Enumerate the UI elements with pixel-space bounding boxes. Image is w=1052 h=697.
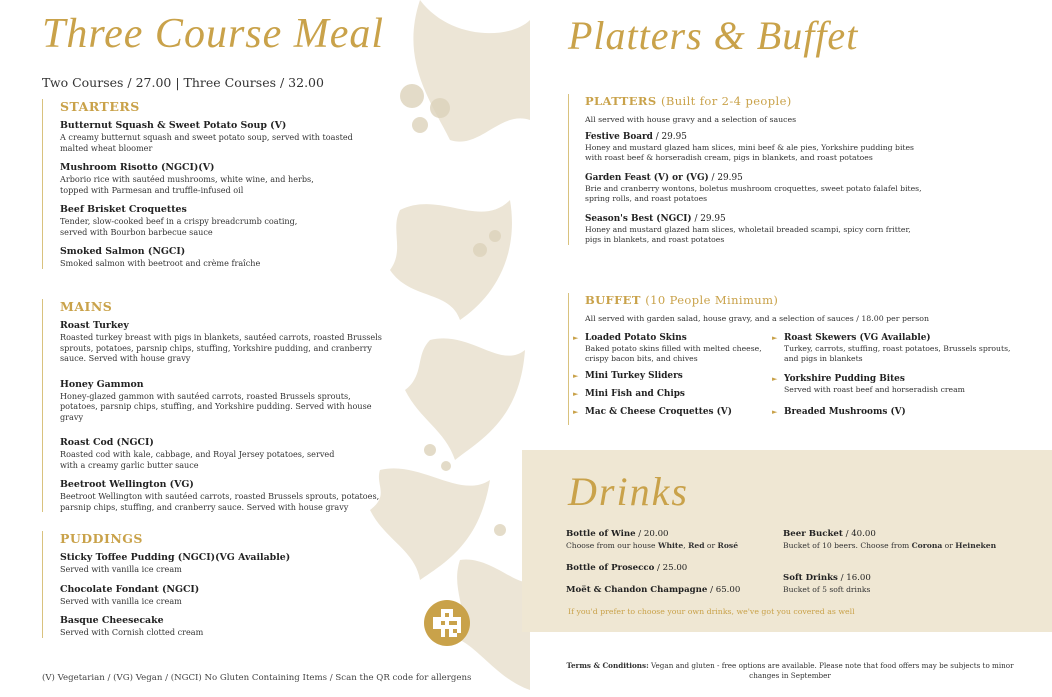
platter-description: Honey and mustard glazed ham slices, mini beef & ale pies, Yorkshire pudding bites with roast beef & horseradish cream, pigs in blankets, and roast potatoes xyxy=(585,143,914,162)
menu-item xyxy=(60,320,420,364)
buffet-item-name: Mini Turkey Sliders xyxy=(585,371,683,381)
puddings-section xyxy=(42,531,420,638)
item-description: Roasted cod with kale, cabbage, and Royal Jersey potatoes, served with a creamy garlic butter sauce xyxy=(60,449,335,470)
buffet-heading-text: BUFFET xyxy=(585,293,641,307)
puddings-heading: PUDDINGS xyxy=(60,531,143,546)
buffet-column-2 xyxy=(772,333,1022,425)
buffet-item xyxy=(772,374,1022,395)
drink-title: Beer Bucket xyxy=(783,529,843,539)
buffet-note: All served with garden salad, house gravy, and a selection of sauces / 18.00 per person xyxy=(585,314,929,323)
item-name: Sticky Toffee Pudding (NGCI)(VG Available) xyxy=(60,552,291,563)
buffet-item-name: Mac & Cheese Croquettes (V) xyxy=(585,407,732,417)
mains-section xyxy=(42,299,420,512)
item-name: Smoked Salmon (NGCI) xyxy=(60,246,186,257)
drink-soft xyxy=(783,573,871,594)
drinks-note: If you'd prefer to choose your own drinks, we've got you covered as well xyxy=(568,607,855,616)
menu-item xyxy=(60,437,420,470)
arrow-bullet-icon: ► xyxy=(573,408,579,416)
arrow-bullet-icon: ► xyxy=(772,375,778,383)
drink-desc-text: , xyxy=(683,541,689,550)
buffet-item-description: Turkey, carrots, stuffing, roast potatoes, Brussels sprouts, and pigs in blankets xyxy=(784,344,1011,363)
item-name: Chocolate Fondant (NGCI) xyxy=(60,583,200,595)
item-description: Tender, slow-cooked beef in a crispy breadcrumb coating, served with Bourbon barbecue sauce xyxy=(60,216,298,237)
item-name: Basque Cheesecake xyxy=(60,615,164,626)
item-description: A creamy butternut squash and sweet potato soup, served with toasted malted wheat bloomer xyxy=(60,132,353,153)
buffet-item xyxy=(573,333,773,364)
platter-item xyxy=(585,214,1045,245)
drink-beer xyxy=(783,529,996,550)
starters-heading: STARTERS xyxy=(60,99,140,114)
menu-item xyxy=(60,204,420,237)
platters-subheading: (Built for 2-4 people) xyxy=(660,94,792,108)
item-description: Roasted turkey breast with pigs in blankets, sautéed carrots, roasted Brussels sprouts, potatoes, parsnip chips, stuffing, Yorkshire pudding, and cranberry sauce. Served with house gravy xyxy=(60,332,382,363)
drink-price: / 40.00 xyxy=(842,529,876,539)
drink-name xyxy=(566,529,738,539)
drink-price: / 65.00 xyxy=(707,585,741,595)
platter-name xyxy=(585,132,1045,143)
buffet-item-name: Mini Fish and Chips xyxy=(585,389,685,399)
drink-desc-text: Choose from our house xyxy=(566,541,658,550)
drink-title: Moët & Chandon Champagne xyxy=(566,585,708,595)
buffet-item-name: Yorkshire Pudding Bites xyxy=(784,374,905,384)
platter-name xyxy=(585,173,1045,184)
drink-title: Bottle of Wine xyxy=(566,529,636,539)
buffet-item-description: Baked potato skins filled with melted cheese, crispy bacon bits, and chives xyxy=(585,344,762,363)
mains-heading: MAINS xyxy=(60,299,113,314)
legend-footer: (V) Vegetarian / (VG) Vegan / (NGCI) No Gluten Containing Items / Scan the QR code for allergens xyxy=(42,673,472,683)
drink-title: Soft Drinks xyxy=(783,573,838,583)
menu-item xyxy=(60,162,420,195)
platter-price: / 29.95 xyxy=(691,214,726,224)
arrow-bullet-icon: ► xyxy=(573,390,579,398)
platter-description: Honey and mustard glazed ham slices, wholetail breaded scampi, spicy corn fritter, pigs in blankets, and roast potatoes xyxy=(585,225,911,244)
drink-name xyxy=(566,563,687,573)
platters-heading xyxy=(585,94,1045,108)
platter-title: Festive Board xyxy=(585,132,653,142)
arrow-bullet-icon: ► xyxy=(772,334,778,342)
item-name: Roast Cod (NGCI) xyxy=(60,437,154,448)
platter-title: Season's Best (NGCI) xyxy=(585,214,692,224)
terms-text: Vegan and gluten - free options are available. Please note that food offers may be subjects to minor changes in September xyxy=(648,661,1014,680)
menu-item xyxy=(60,552,420,575)
drink-price: / 20.00 xyxy=(635,529,669,539)
item-name: Mushroom Risotto (NGCI)(V) xyxy=(60,162,215,173)
arrow-bullet-icon: ► xyxy=(573,334,579,342)
item-description: Served with Cornish clotted cream xyxy=(60,627,204,637)
menu-item xyxy=(60,120,420,153)
drink-title: Bottle of Prosecco xyxy=(566,563,655,573)
drink-desc-text: or xyxy=(704,541,718,550)
terms-label: Terms & Conditions: xyxy=(566,661,649,670)
buffet-item-name: Loaded Potato Skins xyxy=(585,333,687,343)
drink-description xyxy=(566,541,738,550)
buffet-item xyxy=(772,407,1022,418)
menu-item xyxy=(60,479,420,512)
allergen-qr-code[interactable] xyxy=(424,600,470,646)
buffet-item-description: Served with roast beef and horseradish cream xyxy=(784,385,965,394)
platter-item xyxy=(585,132,1045,163)
buffet-item xyxy=(772,333,1022,364)
item-name: Beetroot Wellington (VG) xyxy=(60,479,194,490)
menu-item xyxy=(60,615,420,638)
drink-wine xyxy=(566,529,738,550)
course-prices: Two Courses / 27.00 | Three Courses / 32.00 xyxy=(42,75,324,90)
buffet-subheading: (10 People Minimum) xyxy=(645,293,779,307)
platter-item xyxy=(585,173,1045,204)
platters-heading-text: PLATTERS xyxy=(585,94,657,108)
drink-name xyxy=(566,585,740,595)
item-description: Served with vanilla ice cream xyxy=(60,595,182,606)
buffet-heading xyxy=(585,293,1045,307)
drink-option: Heineken xyxy=(955,541,997,550)
drink-option: White xyxy=(657,541,684,550)
item-name: Butternut Squash & Sweet Potato Soup (V) xyxy=(60,120,287,131)
drink-option: Rosé xyxy=(717,541,739,550)
buffet-item-name: Roast Skewers (VG Available) xyxy=(784,333,931,343)
arrow-bullet-icon: ► xyxy=(772,408,778,416)
drinks-title: Drinks xyxy=(568,469,689,514)
item-name: Honey Gammon xyxy=(60,378,144,390)
menu-item xyxy=(60,584,420,607)
buffet-item-name: Breaded Mushrooms (V) xyxy=(784,407,906,417)
menu-item xyxy=(60,379,420,423)
drink-desc-text: or xyxy=(942,541,956,550)
platters-buffet-title: Platters & Buffet xyxy=(568,13,859,58)
item-description: Honey-glazed gammon with sautéed carrots, roasted Brussels sprouts, potatoes, parsnip chips, stuffing, and Yorkshire pudding. Served with house gravy xyxy=(60,390,372,422)
buffet-item xyxy=(573,389,773,400)
drink-description xyxy=(783,541,996,550)
menu-item xyxy=(60,246,420,269)
item-description: Beetroot Wellington with sautéed carrots, roasted Brussels sprouts, potatoes, parsnip chips, stuffing, and cranberry sauce. Served with house gravy xyxy=(60,491,380,512)
buffet-section xyxy=(568,293,1045,425)
platter-price: / 29.95 xyxy=(708,173,743,183)
starters-section xyxy=(42,99,420,269)
arrow-bullet-icon: ► xyxy=(573,372,579,380)
drink-price: / 16.00 xyxy=(837,573,871,583)
platter-price: / 29.95 xyxy=(652,132,687,142)
platters-section xyxy=(568,94,1045,245)
terms-and-conditions xyxy=(560,661,1020,681)
drink-option: Red xyxy=(688,541,705,550)
platters-note: All served with house gravy and a selection of sauces xyxy=(585,115,797,124)
drink-moet xyxy=(566,585,740,595)
drink-prosecco xyxy=(566,563,687,573)
drink-name xyxy=(783,529,996,539)
item-description: Served with vanilla ice cream xyxy=(60,564,182,574)
buffet-item xyxy=(573,371,773,382)
drink-description: Bucket of 5 soft drinks xyxy=(783,585,871,594)
item-name: Beef Brisket Croquettes xyxy=(60,204,187,215)
drink-price: / 25.00 xyxy=(654,563,688,573)
item-description: Smoked salmon with beetroot and crème fraîche xyxy=(60,258,261,268)
platter-description: Brie and cranberry wontons, boletus mushroom croquettes, sweet potato falafel bites, spring rolls, and roast potatoes xyxy=(585,184,922,203)
item-description: Arborio rice with sautéed mushrooms, white wine, and herbs, topped with Parmesan and truffle-infused oil xyxy=(60,174,314,195)
qr-code-icon xyxy=(433,609,461,637)
three-course-meal-title: Three Course Meal xyxy=(42,11,385,57)
drink-name xyxy=(783,573,871,583)
drink-option: Corona xyxy=(911,541,943,550)
drink-desc-text: Bucket of 10 beers. Choose from xyxy=(783,541,912,550)
buffet-column-1 xyxy=(573,333,773,425)
buffet-item xyxy=(573,407,773,418)
item-name: Roast Turkey xyxy=(60,320,129,331)
platter-title: Garden Feast (V) or (VG) xyxy=(585,173,709,183)
platter-name xyxy=(585,214,1045,225)
